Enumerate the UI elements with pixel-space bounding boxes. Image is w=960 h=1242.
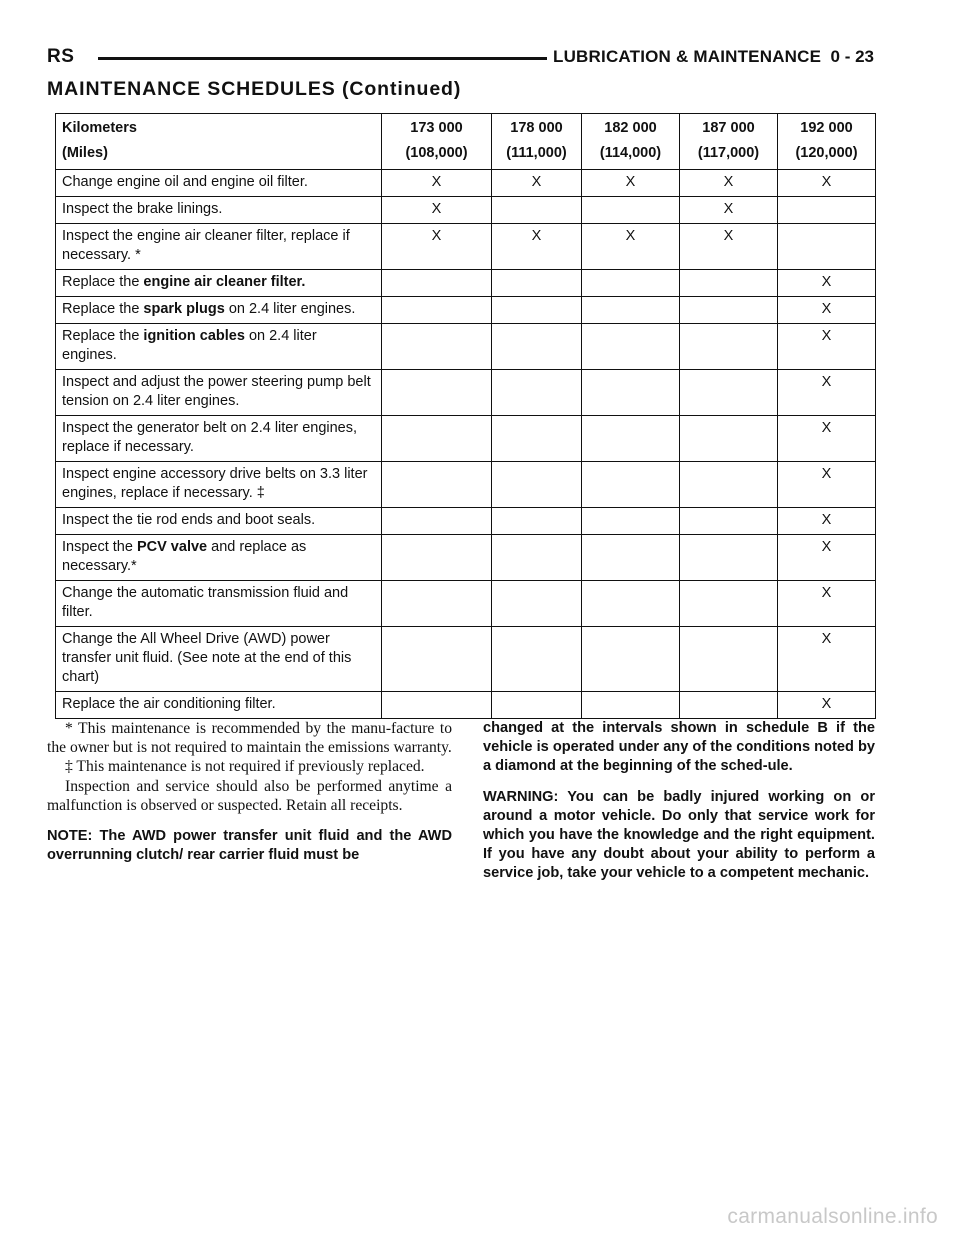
service-item-text: Change engine oil and engine oil filter. [62, 174, 308, 190]
interval-miles: (108,000) [405, 145, 468, 161]
service-item-text: Inspect the brake linings. [62, 201, 223, 217]
table-row [56, 197, 876, 224]
service-item-cell [56, 462, 382, 508]
maintenance-schedule-table [55, 113, 876, 719]
service-item-cell [56, 297, 382, 324]
service-item-cell [56, 324, 382, 370]
service-item-cell [56, 197, 382, 224]
inspection-note: Inspection and service should also be performed anytime a malfunction is observed or suspected. Retain all receipts. [47, 777, 452, 814]
service-item-emphasis: spark plugs [143, 301, 225, 317]
section-title: LUBRICATION & MAINTENANCE [553, 47, 822, 66]
service-mark-cell [680, 508, 778, 535]
service-mark-cell [582, 324, 680, 370]
service-item-text: Replace the air conditioning filter. [62, 696, 276, 712]
service-item-text: Change the automatic transmission fluid and filter. [62, 585, 349, 620]
table-row [56, 535, 876, 581]
service-mark-cell [382, 416, 492, 462]
service-mark-cell [680, 692, 778, 719]
service-item-text: Inspect the tie rod ends and boot seals. [62, 512, 316, 528]
service-mark-cell [680, 370, 778, 416]
interval-miles: (114,000) [599, 145, 662, 161]
service-item-emphasis: ignition cables [143, 328, 245, 344]
service-mark-cell [680, 324, 778, 370]
table-body [56, 170, 876, 719]
table-row [56, 370, 876, 416]
interval-miles: (111,000) [506, 145, 567, 161]
service-mark-cell [492, 462, 582, 508]
service-item-text: Replace the [62, 328, 144, 344]
warning-column [483, 719, 875, 883]
service-mark-cell [382, 370, 492, 416]
service-mark-cell [582, 535, 680, 581]
service-item-emphasis: PCV valve [136, 539, 208, 555]
service-item-cell [56, 581, 382, 627]
service-mark-cell [382, 627, 492, 692]
service-mark-cell: X [582, 170, 680, 197]
service-mark-cell: X [778, 270, 876, 297]
service-mark-cell [680, 297, 778, 324]
service-mark-cell [582, 416, 680, 462]
table-row [56, 297, 876, 324]
table-row [56, 462, 876, 508]
page-title: MAINTENANCE SCHEDULES (Continued) [47, 78, 462, 100]
table-header-row [56, 114, 876, 170]
interval-header [582, 114, 680, 170]
awd-note-continued: changed at the intervals shown in schedule B if the vehicle is operated under any of the conditions noted by a diamond at the beginning of the sched-ule. [483, 720, 875, 774]
service-mark-cell: X [778, 416, 876, 462]
service-mark-cell: X [778, 370, 876, 416]
service-item-text: Inspect the [62, 539, 137, 555]
service-item-cell [56, 627, 382, 692]
service-mark-cell [582, 692, 680, 719]
table-row [56, 627, 876, 692]
interval-header [382, 114, 492, 170]
service-item-cell [56, 416, 382, 462]
service-mark-cell [492, 535, 582, 581]
service-mark-cell: X [778, 535, 876, 581]
service-mark-cell [778, 224, 876, 270]
service-item-text: Replace the [62, 274, 144, 290]
service-item-cell [56, 535, 382, 581]
watermark: carmanualsonline.info [727, 1205, 938, 1228]
table-row [56, 508, 876, 535]
asterisk-footnote: * This maintenance is recommended by the manu-facture to the owner but is not required to maintain the emissions warranty. [47, 720, 452, 757]
service-item-emphasis: engine air cleaner filter. [143, 274, 306, 290]
interval-header [778, 114, 876, 170]
header-label-cell [56, 114, 382, 170]
service-mark-cell: X [778, 581, 876, 627]
service-mark-cell [382, 581, 492, 627]
interval-km: 187 000 [702, 120, 755, 136]
service-mark-cell [582, 627, 680, 692]
service-mark-cell: X [680, 197, 778, 224]
interval-km: 182 000 [604, 120, 657, 136]
service-mark-cell [680, 535, 778, 581]
service-mark-cell [492, 197, 582, 224]
service-mark-cell [582, 462, 680, 508]
service-mark-cell: X [778, 508, 876, 535]
service-mark-cell [778, 197, 876, 224]
service-mark-cell: X [492, 170, 582, 197]
service-mark-cell [582, 270, 680, 297]
service-mark-cell: X [582, 224, 680, 270]
service-item-text: Change the All Wheel Drive (AWD) power transfer unit fluid. (See note at the end of this chart) [62, 631, 352, 685]
service-mark-cell [382, 692, 492, 719]
service-mark-cell [582, 508, 680, 535]
service-mark-cell [382, 508, 492, 535]
service-item-text: Inspect the generator belt on 2.4 liter engines, replace if necessary. [62, 420, 358, 455]
table-row [56, 270, 876, 297]
model-code: RS [47, 46, 75, 67]
service-mark-cell: X [382, 224, 492, 270]
miles-label: (Miles) [62, 145, 108, 161]
service-mark-cell: X [680, 170, 778, 197]
service-mark-cell [492, 270, 582, 297]
service-item-text: Inspect engine accessory drive belts on 3.3 liter engines, replace if necessary. ‡ [62, 466, 368, 501]
service-mark-cell: X [382, 197, 492, 224]
service-mark-cell [680, 627, 778, 692]
interval-miles: (117,000) [697, 145, 760, 161]
service-item-text-continued: and replace as necessary.* [62, 539, 307, 574]
service-mark-cell [492, 416, 582, 462]
interval-header [680, 114, 778, 170]
service-mark-cell [492, 370, 582, 416]
interval-header [492, 114, 582, 170]
footnotes-column [47, 719, 452, 865]
service-mark-cell [680, 416, 778, 462]
interval-km: 178 000 [510, 120, 563, 136]
service-item-text-continued: on 2.4 liter engines. [62, 328, 317, 363]
service-mark-cell [492, 324, 582, 370]
service-mark-cell [492, 627, 582, 692]
service-mark-cell: X [680, 224, 778, 270]
interval-km: 173 000 [410, 120, 463, 136]
service-mark-cell [382, 462, 492, 508]
header-rule [98, 57, 547, 60]
awd-note: NOTE: The AWD power transfer unit fluid and the AWD overrunning clutch/ rear carrier fluid must be [47, 828, 452, 864]
interval-km: 192 000 [800, 120, 853, 136]
service-mark-cell [680, 581, 778, 627]
service-item-text: Inspect the engine air cleaner filter, replace if necessary. * [62, 228, 350, 263]
service-mark-cell: X [778, 324, 876, 370]
service-mark-cell [382, 270, 492, 297]
service-mark-cell [382, 535, 492, 581]
page-header [47, 44, 877, 74]
table-row [56, 170, 876, 197]
service-mark-cell: X [492, 224, 582, 270]
service-mark-cell [582, 197, 680, 224]
warning-text: WARNING: You can be badly injured working on or around a motor vehicle. Do only that service work for which you have the knowledge and the right equipment. If you have any doubt about your ability to perform a service job, take your vehicle to a competent mechanic. [483, 789, 875, 881]
service-mark-cell: X [778, 692, 876, 719]
service-item-cell [56, 508, 382, 535]
service-mark-cell [492, 581, 582, 627]
service-mark-cell [680, 462, 778, 508]
service-item-text: Replace the [62, 301, 144, 317]
service-item-cell [56, 224, 382, 270]
interval-miles: (120,000) [795, 145, 858, 161]
service-mark-cell [680, 270, 778, 297]
service-mark-cell [582, 370, 680, 416]
service-item-cell [56, 170, 382, 197]
table-row [56, 692, 876, 719]
table-row [56, 324, 876, 370]
service-mark-cell: X [778, 462, 876, 508]
kilometers-label: Kilometers [62, 120, 137, 136]
service-mark-cell [582, 297, 680, 324]
service-mark-cell [382, 297, 492, 324]
service-mark-cell [382, 324, 492, 370]
dagger-footnote: ‡ This maintenance is not required if previously replaced. [65, 758, 425, 776]
service-mark-cell: X [778, 627, 876, 692]
service-item-cell [56, 270, 382, 297]
service-item-cell [56, 370, 382, 416]
service-mark-cell: X [778, 170, 876, 197]
table-row [56, 224, 876, 270]
service-item-text-continued: on 2.4 liter engines. [224, 301, 356, 317]
table-row [56, 416, 876, 462]
service-mark-cell: X [778, 297, 876, 324]
service-mark-cell [492, 297, 582, 324]
service-mark-cell [492, 692, 582, 719]
service-item-cell [56, 692, 382, 719]
service-mark-cell [582, 581, 680, 627]
page-number: 0 - 23 [830, 47, 874, 66]
service-mark-cell [492, 508, 582, 535]
service-mark-cell: X [382, 170, 492, 197]
service-item-text: Inspect and adjust the power steering pump belt tension on 2.4 liter engines. [62, 374, 371, 409]
table-row [56, 581, 876, 627]
